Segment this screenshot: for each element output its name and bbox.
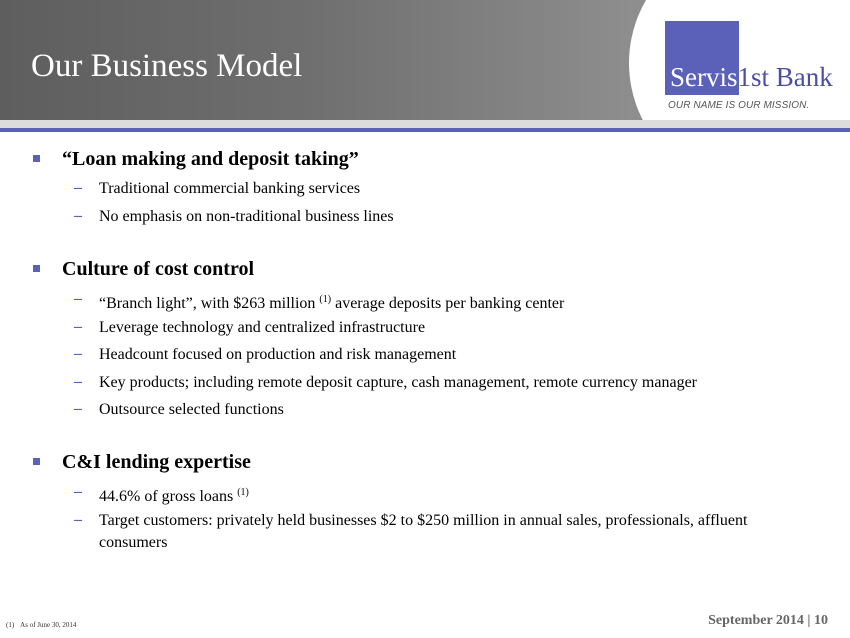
list-item: Target customers: privately held businesses $2 to $250 million in annual sales, professionals, affluent consumers bbox=[99, 512, 748, 551]
list-item-text: average deposits per banking center bbox=[335, 295, 565, 312]
header-divider-gray bbox=[0, 120, 850, 128]
page-footer: September 2014 | 10 bbox=[708, 613, 828, 628]
footnote bbox=[6, 621, 76, 629]
footnote-marker: (1) bbox=[6, 621, 15, 629]
footnote-reference: (1) bbox=[237, 487, 249, 498]
list-item: Key products; including remote deposit capture, cash management, remote currency manager bbox=[99, 374, 697, 391]
dash-marker: – bbox=[74, 511, 82, 528]
dash-marker: – bbox=[74, 318, 82, 335]
brand-name-part1: Servis bbox=[670, 62, 738, 92]
list-item: No emphasis on non-traditional business lines bbox=[99, 208, 394, 225]
page-title: Our Business Model bbox=[31, 48, 303, 84]
bullet-square bbox=[33, 458, 40, 465]
dash-marker: – bbox=[74, 400, 82, 417]
list-item bbox=[99, 289, 564, 315]
header-divider-blue bbox=[0, 128, 850, 132]
bullet-square bbox=[33, 265, 40, 272]
section-heading: C&I lending expertise bbox=[62, 451, 251, 473]
bullet-square bbox=[33, 155, 40, 162]
list-item: Leverage technology and centralized infrastructure bbox=[99, 319, 426, 336]
dash-marker: – bbox=[74, 483, 82, 500]
section-heading: “Loan making and deposit taking” bbox=[62, 148, 359, 170]
brand-logo bbox=[670, 64, 833, 91]
dash-marker: – bbox=[74, 179, 82, 196]
dash-marker: – bbox=[74, 345, 82, 362]
list-item-text: 44.6% of gross loans bbox=[99, 488, 234, 505]
footnote-reference: (1) bbox=[319, 294, 332, 305]
section-heading: Culture of cost control bbox=[62, 258, 255, 280]
list-item: Traditional commercial banking services bbox=[99, 180, 361, 197]
list-item: Outsource selected functions bbox=[99, 401, 284, 418]
logo-background bbox=[629, 0, 850, 188]
list-item bbox=[99, 482, 249, 508]
brand-tagline: OUR NAME IS OUR MISSION. bbox=[668, 100, 810, 111]
dash-marker: – bbox=[74, 373, 82, 390]
dash-marker: – bbox=[74, 207, 82, 224]
brand-name-part2: 1st Bank bbox=[737, 62, 833, 92]
footnote-text: As of June 30, 2014 bbox=[20, 621, 77, 629]
list-item: Headcount focused on production and risk management bbox=[99, 346, 457, 363]
dash-marker: – bbox=[74, 290, 82, 307]
list-item-text: “Branch light”, with $263 million bbox=[99, 295, 316, 312]
